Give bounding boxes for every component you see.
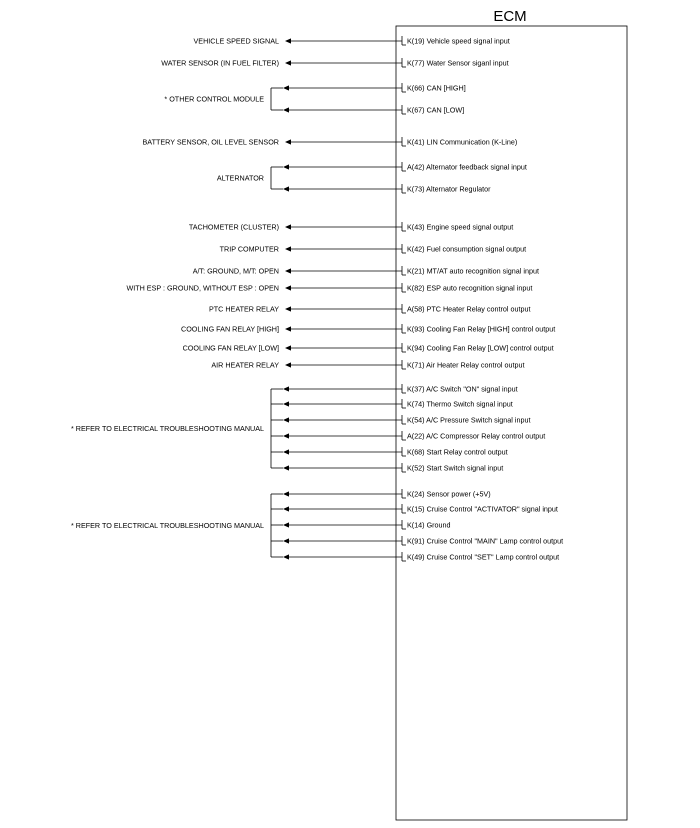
signal-row [183,343,554,353]
pin-label: K(42) Fuel consumption signal output [407,244,527,254]
device-label: WITH ESP : GROUND, WITHOUT ESP : OPEN [126,283,279,293]
device-label: COOLING FAN RELAY [HIGH] [181,324,279,334]
device-label: PTC HEATER RELAY [208,304,279,314]
arrow-head-icon [285,246,291,251]
arrow-head-icon [283,522,289,527]
pin-label: K(24) Sensor power (+5V) [407,489,491,499]
device-label: AIR HEATER RELAY [211,360,279,370]
device-label: TACHOMETER (CLUSTER) [188,222,279,232]
arrow-head-icon [283,506,289,511]
signal-row [283,447,508,457]
pin-label: K(82) ESP auto recognition signal input [407,283,533,293]
arrow-head-icon [285,306,291,311]
pin-label: A(42) Alternator feedback signal input [407,162,527,172]
arrow-head-icon [283,401,289,406]
arrow-head-icon [283,417,289,422]
pin-label: K(71) Air Heater Relay control output [407,360,525,370]
signal-row [283,162,527,172]
device-label: A/T: GROUND, M/T: OPEN [192,266,279,276]
signal-row [283,399,513,409]
device-label: COOLING FAN RELAY [LOW] [182,343,279,353]
signal-row [193,266,539,276]
arrow-head-icon [285,60,291,65]
pin-label: K(19) Vehicle speed signal input [407,36,510,46]
pin-label: K(68) Start Relay control output [407,447,508,457]
arrow-head-icon [283,465,289,470]
pin-label: K(15) Cruise Control "ACTIVATOR" signal input [407,504,558,514]
signal-row [283,415,530,425]
arrow-head-icon [285,224,291,229]
arrow-head-icon [285,362,291,367]
signal-row [126,283,532,293]
arrow-head-icon [285,139,291,144]
ecm-title: ECM [493,8,527,25]
signal-row [283,384,518,394]
pin-label: K(21) MT/AT auto recognition signal input [407,266,539,276]
signal-row [283,504,558,514]
pin-label: K(91) Cruise Control "MAIN" Lamp control output [407,536,564,546]
pin-label: K(43) Engine speed signal output [407,222,514,232]
signal-row [283,552,559,562]
arrow-head-icon [283,186,289,191]
arrow-head-icon [285,268,291,273]
pin-label: A(58) PTC Heater Relay control output [407,304,531,314]
arrow-head-icon [283,433,289,438]
signal-row [189,222,513,232]
group-label: * REFER TO ELECTRICAL TROUBLESHOOTING MANUAL [70,521,264,530]
arrow-head-icon [283,85,289,90]
arrow-head-icon [285,38,291,43]
pin-label: K(73) Alternator Regulator [407,184,491,194]
signal-row [283,489,491,499]
pin-label: K(66) CAN [HIGH] [407,83,466,93]
arrow-head-icon [285,326,291,331]
arrow-head-icon [283,449,289,454]
arrow-head-icon [283,554,289,559]
pin-label: K(94) Cooling Fan Relay [LOW] control output [407,343,554,353]
group-label: * OTHER CONTROL MODULE [164,94,264,104]
pin-label: K(54) A/C Pressure Switch signal input [407,415,531,425]
device-label: TRIP COMPUTER [219,244,279,254]
pin-label: K(49) Cruise Control "SET" Lamp control output [407,552,560,562]
signal-row [161,58,508,68]
signal-row [283,184,491,194]
arrow-head-icon [283,164,289,169]
signal-row [283,431,545,441]
group-bracket [71,389,283,468]
arrow-head-icon [283,491,289,496]
device-label: BATTERY SENSOR, OIL LEVEL SENSOR [142,137,279,147]
arrow-head-icon [285,345,291,350]
group-label: ALTERNATOR [216,173,264,183]
pin-label: K(67) CAN [LOW] [407,105,465,115]
signal-row [283,105,464,115]
pin-label: A(22) A/C Compressor Relay control output [407,431,546,441]
group-bracket [217,167,283,189]
signal-row [283,536,563,546]
signal-row [220,244,526,254]
pin-label: K(77) Water Sensor siganl input [407,58,509,68]
signal-row [283,520,451,530]
signal-row [194,36,510,46]
pin-label: K(41) LIN Communication (K-Line) [407,137,518,147]
arrow-head-icon [285,285,291,290]
group-label: * REFER TO ELECTRICAL TROUBLESHOOTING MANUAL [70,424,264,433]
arrow-head-icon [283,386,289,391]
group-bracket [164,88,283,110]
signal-row [283,463,503,473]
signal-row [209,304,530,314]
arrow-head-icon [283,538,289,543]
pin-label: K(52) Start Switch signal input [407,463,504,473]
arrow-head-icon [283,107,289,112]
signal-row [181,324,555,334]
pin-label: K(37) A/C Switch "ON" signal input [407,384,518,394]
device-label: WATER SENSOR (IN FUEL FILTER) [161,58,279,68]
device-label: VEHICLE SPEED SIGNAL [193,36,279,46]
pin-label: K(93) Cooling Fan Relay [HIGH] control output [407,324,556,334]
group-bracket [71,494,283,557]
signal-row [283,83,466,93]
signal-row [143,137,518,147]
signal-row [211,360,524,370]
pin-label: K(14) Ground [407,520,451,530]
pin-label: K(74) Thermo Switch signal input [407,399,513,409]
